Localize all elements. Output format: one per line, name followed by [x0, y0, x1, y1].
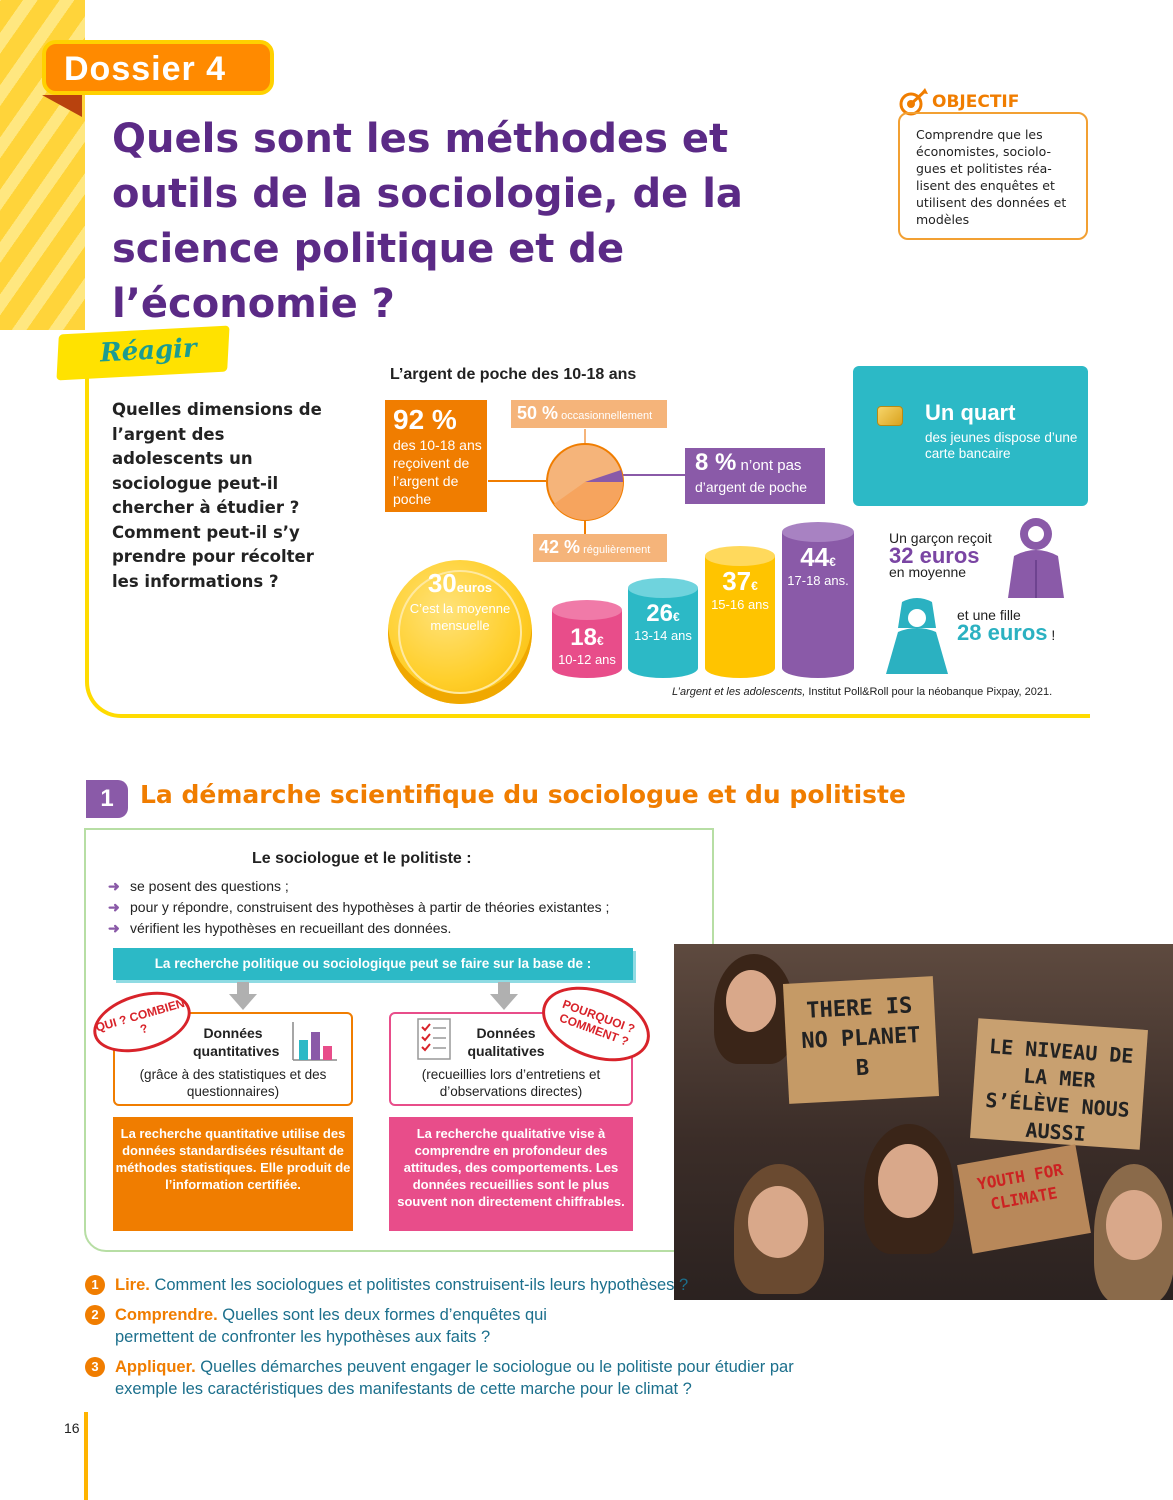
method-bullets	[108, 876, 609, 939]
bar-unit: €	[829, 555, 836, 569]
section-title: La démarche scientifique du sociologue et du politiste	[140, 780, 906, 809]
reagir-label: Réagir	[99, 333, 198, 369]
climate-march-photo	[674, 944, 1173, 1300]
bar-top	[782, 522, 854, 542]
objectif-label: OBJECTIF	[932, 92, 1027, 114]
stat-92-value: 92 %	[393, 404, 457, 435]
method-frame-title: Le sociologue et le politiste :	[252, 850, 472, 867]
photo-face	[1106, 1190, 1162, 1260]
girl-icon	[882, 598, 952, 678]
infographic-title: L’argent de poche des 10-18 ans	[390, 366, 637, 383]
boy-icon	[1000, 514, 1072, 598]
girl-line1: et une fille	[957, 607, 1021, 623]
bar-unit: €	[673, 610, 680, 624]
sign-planet-b: THERE IS NO PLANET B	[783, 976, 939, 1104]
stat-8-text2: d’argent de poche	[695, 479, 808, 495]
bar-value: 18	[570, 624, 597, 651]
question-number: 1	[85, 1275, 105, 1295]
arrow-right-icon: ➜	[108, 899, 120, 915]
page-title: Quels sont les méthodes et outils de la sociologie, de la science politique et de l’économie ?	[112, 116, 743, 327]
checklist-icon	[417, 1018, 451, 1060]
avg-text: C’est la moyenne mensuelle	[409, 601, 511, 633]
question-text: Comment les sociologues et politistes construisent-ils leurs hypothèses ?	[149, 1276, 689, 1294]
qualitative-definition: La recherche qualitative vise à comprendre en profondeur des attitudes, des comportements. Les données recueillies sont le plus souvent non directement chiffrables.	[389, 1117, 633, 1231]
section-number: 1	[86, 780, 128, 818]
bar-age: 15-16 ans	[711, 597, 769, 612]
question-item	[85, 1274, 845, 1296]
question-number: 2	[85, 1305, 105, 1325]
page-number: 16	[64, 1420, 80, 1436]
arrow-right-icon: ➜	[108, 878, 120, 894]
stat-42-value: 42 %	[539, 537, 581, 557]
girl-excl: !	[1051, 627, 1056, 643]
research-basis-bar: La recherche politique ou sociologique peut se faire sur la base de :	[113, 948, 633, 980]
question-item	[85, 1356, 845, 1400]
qualitative-stamp: POURQUOI ? COMMENT ?	[532, 973, 661, 1075]
question-text: Quelles sont les deux formes d’enquêtes qui permettent de confronter les hypothèses aux faits ?	[115, 1306, 547, 1346]
bar-age: 17-18 ans.	[787, 573, 849, 588]
bar-age: 10-12 ans	[558, 652, 616, 667]
bar-chart-icon	[291, 1022, 337, 1062]
objectif-text: Comprendre que les économistes, sociolo-gues et politistes réa-lisent des enquêtes et utilisent des données et modèles	[898, 112, 1088, 240]
page-number-bar	[84, 1412, 88, 1500]
card-text: des jeunes dispose d’une carte bancaire	[925, 430, 1078, 461]
stat-8-value: 8 %	[695, 449, 737, 476]
reagir-question: Quelles dimensions de l’argent des adolescents un sociologue peut-il chercher à étudier ? Comment peut-il s’y prendre pour récolter les informations ?	[112, 400, 322, 591]
avg-unit: euros	[456, 580, 493, 595]
stat-50-text: occasionnellement	[561, 410, 653, 422]
age-bar-13-14	[628, 588, 698, 678]
dossier-tag: Dossier 4	[42, 40, 274, 95]
stat-92-text: des 10-18 ans reçoivent de l’argent de poche	[393, 437, 482, 507]
boy-amount: 32 euros	[889, 543, 980, 568]
stat-50	[511, 400, 667, 428]
stat-92	[385, 400, 487, 512]
question-keyword: Comprendre.	[115, 1306, 218, 1324]
average-coin	[388, 560, 532, 704]
qualitative-sub: (recueillies lors d’entretiens et d’observations directes)	[421, 1067, 601, 1099]
question-keyword: Lire.	[115, 1276, 150, 1294]
age-bar-17-18	[782, 532, 854, 678]
question-number: 3	[85, 1357, 105, 1377]
arrow-right-icon: ➜	[108, 920, 120, 936]
source-title: L’argent et les adolescents,	[672, 686, 806, 698]
bar-value: 26	[646, 600, 673, 627]
question-text: Quelles démarches peuvent engager le sociologue ou le politiste pour étudier par exemple les caractéristiques des manifestants de cette marche pour le climat ?	[115, 1358, 794, 1398]
arrow-down-icon	[490, 982, 518, 1010]
bank-card-panel	[853, 366, 1088, 506]
quantitative-title: Données quantitatives	[193, 1025, 280, 1059]
stat-42-text: régulièrement	[583, 544, 651, 556]
bar-unit: €	[597, 634, 604, 648]
sign-youth-climate: YOUTH FOR CLIMATE	[957, 1144, 1091, 1253]
source-citation	[672, 686, 1052, 698]
stat-8	[685, 448, 825, 504]
quantitative-stamp: QUI ? COMBIEN ?	[86, 981, 198, 1062]
bar-value: 44	[800, 542, 830, 572]
girl-average	[957, 606, 1055, 644]
bar-value: 37	[722, 566, 752, 596]
pocket-money-pie	[545, 442, 625, 522]
question-keyword: Appliquer.	[115, 1358, 196, 1376]
source-rest: Institut Poll&Roll pour la néobanque Pixpay, 2021.	[805, 686, 1053, 698]
boy-average	[889, 530, 992, 581]
photo-face	[726, 970, 776, 1032]
questions	[85, 1274, 845, 1408]
age-bar-10-12	[552, 610, 622, 678]
bar-top	[628, 578, 698, 598]
quantitative-sub: (grâce à des statistiques et des questionnaires)	[139, 1067, 327, 1099]
photo-face	[748, 1186, 808, 1258]
boy-line3: en moyenne	[889, 564, 967, 580]
photo-face	[878, 1144, 938, 1218]
stat-42	[533, 534, 667, 562]
dossier-tag-fold	[42, 95, 82, 117]
boy-line1: Un garçon reçoit	[889, 530, 992, 546]
list-item: ➜ vérifient les hypothèses en recueillant des données.	[108, 918, 609, 939]
bar-age: 13-14 ans	[634, 628, 692, 643]
bar-top	[552, 600, 622, 620]
age-bar-15-16	[705, 556, 775, 678]
card-chip-icon	[877, 406, 903, 426]
card-title: Un quart	[925, 400, 1016, 425]
qualitative-title: Données qualitatives	[467, 1025, 545, 1059]
girl-amount: 28 euros	[957, 620, 1048, 645]
list-item: ➜ pour y répondre, construisent des hypothèses à partir de théories existantes ;	[108, 897, 609, 918]
sign-niveau-mer: LE NIVEAU DE LA MER S’ÉLÈVE NOUS AUSSI	[970, 1018, 1148, 1150]
quantitative-definition: La recherche quantitative utilise des données standardisées résultant de méthodes statistiques. Elle produit de l’information certifiée.	[113, 1117, 353, 1231]
avg-value: 30	[427, 568, 457, 598]
stat-50-value: 50 %	[517, 403, 559, 423]
bar-unit: €	[751, 579, 758, 593]
stat-8-text1: n’ont pas	[740, 457, 802, 474]
bar-top	[705, 546, 775, 566]
list-item: ➜ se posent des questions ;	[108, 876, 609, 897]
arrow-down-icon	[229, 982, 257, 1010]
question-item	[85, 1304, 575, 1348]
